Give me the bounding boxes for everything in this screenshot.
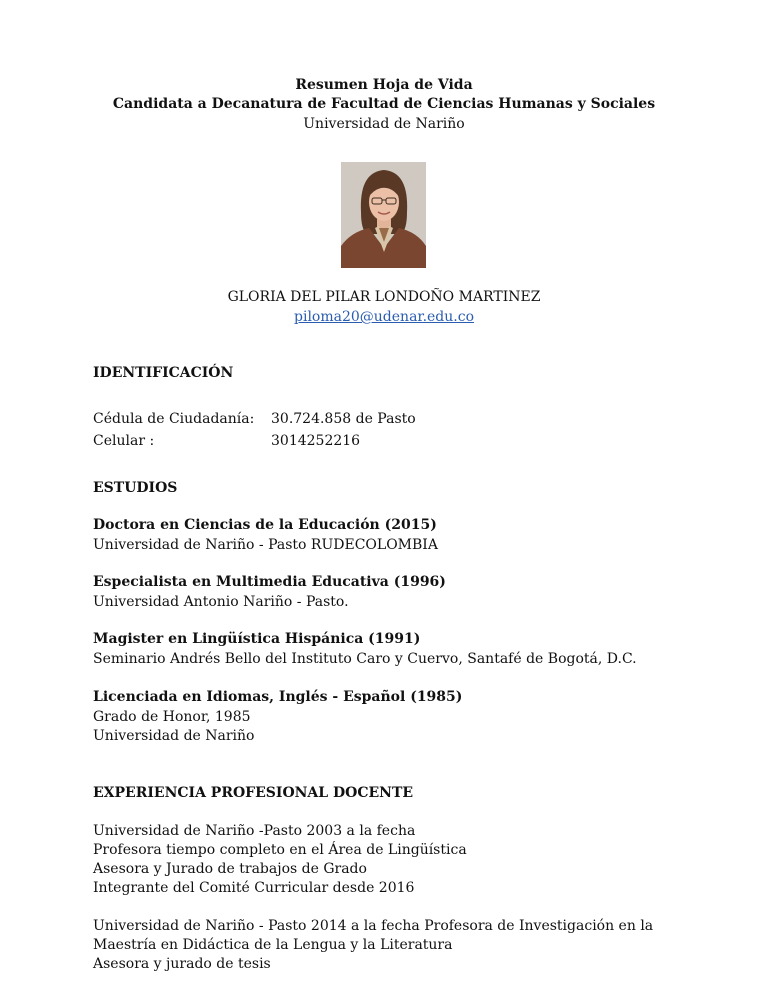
person-name: GLORIA DEL PILAR LONDOÑO MARTINEZ: [227, 289, 541, 305]
doc-subtitle: Candidata a Decanatura de Facultad de Ciencias Humanas y Sociales: [112, 96, 656, 112]
id-value-celular: 3014252216: [271, 433, 361, 449]
experience-line: Maestría en Didáctica de la Lengua y la Literatura: [93, 937, 453, 953]
section-heading-estudios: ESTUDIOS: [93, 480, 178, 496]
doc-title: Resumen Hoja de Vida: [295, 77, 473, 93]
study-line: Grado de Honor, 1985: [93, 709, 251, 725]
id-label-celular: Celular :: [93, 433, 155, 449]
email-link[interactable]: piloma20@udenar.edu.co: [294, 309, 474, 325]
id-label-cedula: Cédula de Ciudadanía:: [93, 411, 255, 427]
study-line: Universidad Antonio Nariño - Pasto.: [93, 594, 349, 610]
profile-photo: [341, 162, 426, 268]
experience-line: Integrante del Comité Curricular desde 2016: [93, 880, 415, 896]
study-line: Universidad de Nariño: [93, 728, 255, 744]
experience-line: Asesora y jurado de tesis: [93, 956, 271, 972]
study-title: Doctora en Ciencias de la Educación (2015): [93, 517, 437, 533]
study-title: Licenciada en Idiomas, Inglés - Español (1985): [93, 689, 463, 705]
study-title: Magister en Lingüística Hispánica (1991): [93, 631, 421, 647]
study-title: Especialista en Multimedia Educativa (1996): [93, 574, 446, 590]
section-heading-identificacion: IDENTIFICACIÓN: [93, 365, 234, 381]
experience-line: Asesora y Jurado de trabajos de Grado: [93, 861, 367, 877]
experience-line: Profesora tiempo completo en el Área de Lingüística: [93, 842, 467, 858]
experience-line: Universidad de Nariño -Pasto 2003 a la fecha: [93, 823, 416, 839]
study-line: Seminario Andrés Bello del Instituto Caro y Cuervo, Santafé de Bogotá, D.C.: [93, 651, 637, 667]
id-value-cedula: 30.724.858 de Pasto: [271, 411, 416, 427]
section-heading-experiencia: EXPERIENCIA PROFESIONAL DOCENTE: [93, 785, 414, 801]
doc-university: Universidad de Nariño: [303, 116, 465, 132]
study-line: Universidad de Nariño - Pasto RUDECOLOMBIA: [93, 537, 438, 553]
experience-line: Universidad de Nariño - Pasto 2014 a la fecha Profesora de Investigación en la: [93, 918, 654, 934]
